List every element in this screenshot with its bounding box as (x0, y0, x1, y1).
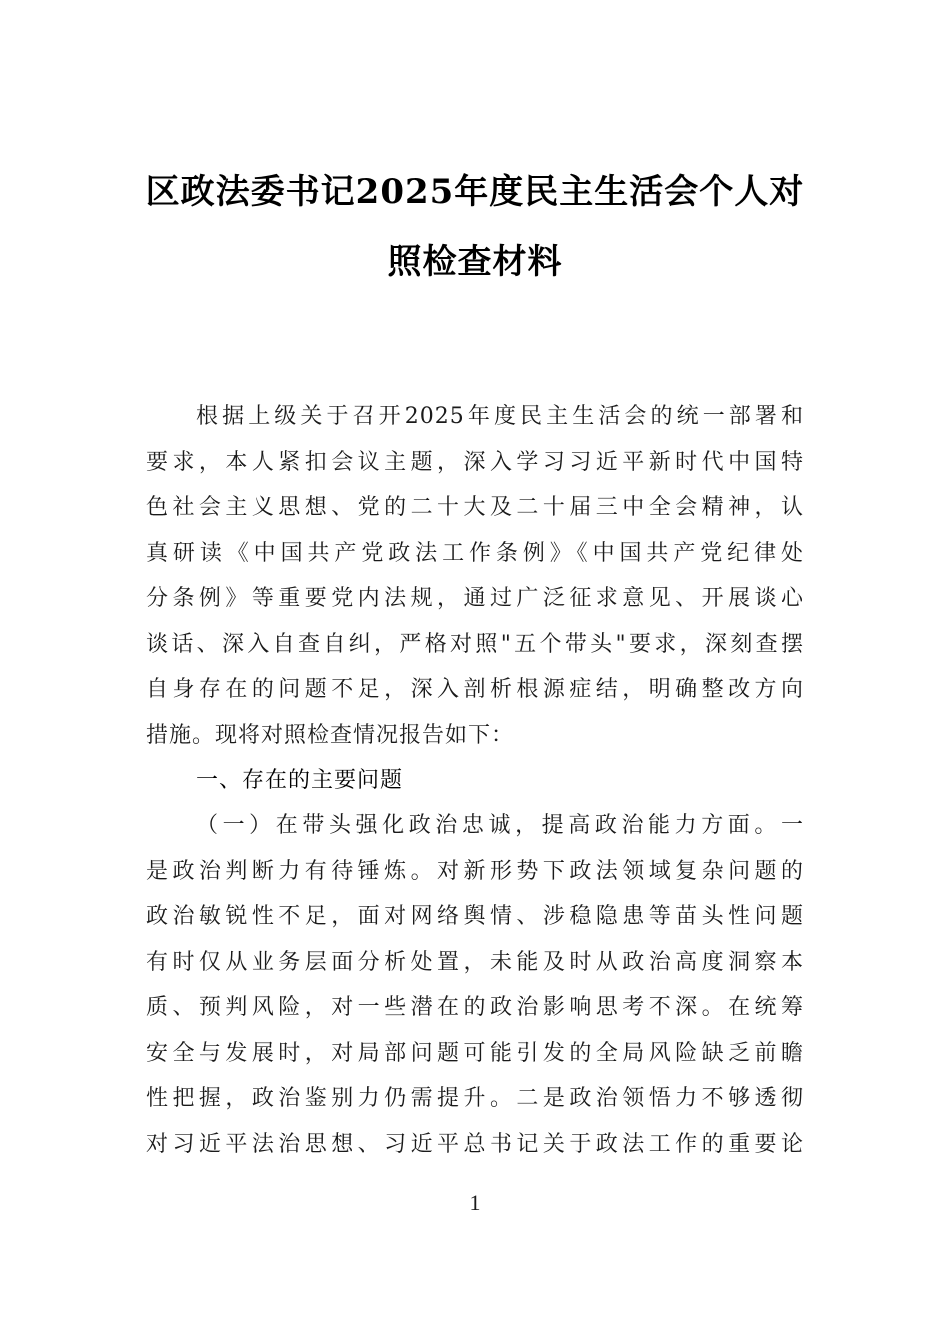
section1-paragraph-line: （一）在带头强化政治忠诚，提高政治能力方面。一 (196, 813, 804, 838)
document-title-line-1: 区政法委书记2025年度民主生活会个人对 (145, 172, 805, 212)
page-number: 1 (469, 1190, 481, 1215)
document-title-line-2: 照检查材料 (387, 242, 563, 282)
intro-paragraph-line: 分条例》等重要党内法规，通过广泛征求意见、开展谈心 (146, 586, 804, 611)
intro-paragraph-line: 措施。现将对照检查情况报告如下： (146, 723, 515, 748)
section-heading: 一、存在的主要问题 (196, 768, 404, 793)
section1-paragraph-line: 安全与发展时，对局部问题可能引发的全局风险缺乏前瞻 (146, 1041, 804, 1066)
section1-paragraph-line: 有时仅从业务层面分析处置，未能及时从政治高度洞察本 (146, 950, 804, 975)
intro-paragraph-line: 色社会主义思想、党的二十大及二十届三中全会精神，认 (146, 495, 804, 520)
intro-paragraph-line: 谈话、深入自查自纠，严格对照"五个带头"要求，深刻查摆 (146, 632, 804, 657)
section1-paragraph-line: 政治敏锐性不足，面对网络舆情、涉稳隐患等苗头性问题 (146, 904, 804, 929)
intro-paragraph-line: 根据上级关于召开2025年度民主生活会的统一部署和 (196, 404, 804, 429)
intro-paragraph-line: 要求，本人紧扣会议主题，深入学习习近平新时代中国特 (146, 450, 804, 475)
section1-paragraph-line: 性把握，政治鉴别力仍需提升。二是政治领悟力不够透彻 (146, 1086, 804, 1111)
intro-paragraph-line: 自身存在的问题不足，深入剖析根源症结，明确整改方向 (146, 677, 804, 702)
intro-paragraph-line: 真研读《中国共产党政法工作条例》《中国共产党纪律处 (146, 541, 804, 566)
section1-paragraph-line: 是政治判断力有待锤炼。对新形势下政法领域复杂问题的 (146, 859, 804, 884)
section1-paragraph-line: 质、预判风险，对一些潜在的政治影响思考不深。在统筹 (146, 995, 804, 1020)
section1-paragraph-line: 对习近平法治思想、习近平总书记关于政法工作的重要论 (146, 1132, 804, 1157)
